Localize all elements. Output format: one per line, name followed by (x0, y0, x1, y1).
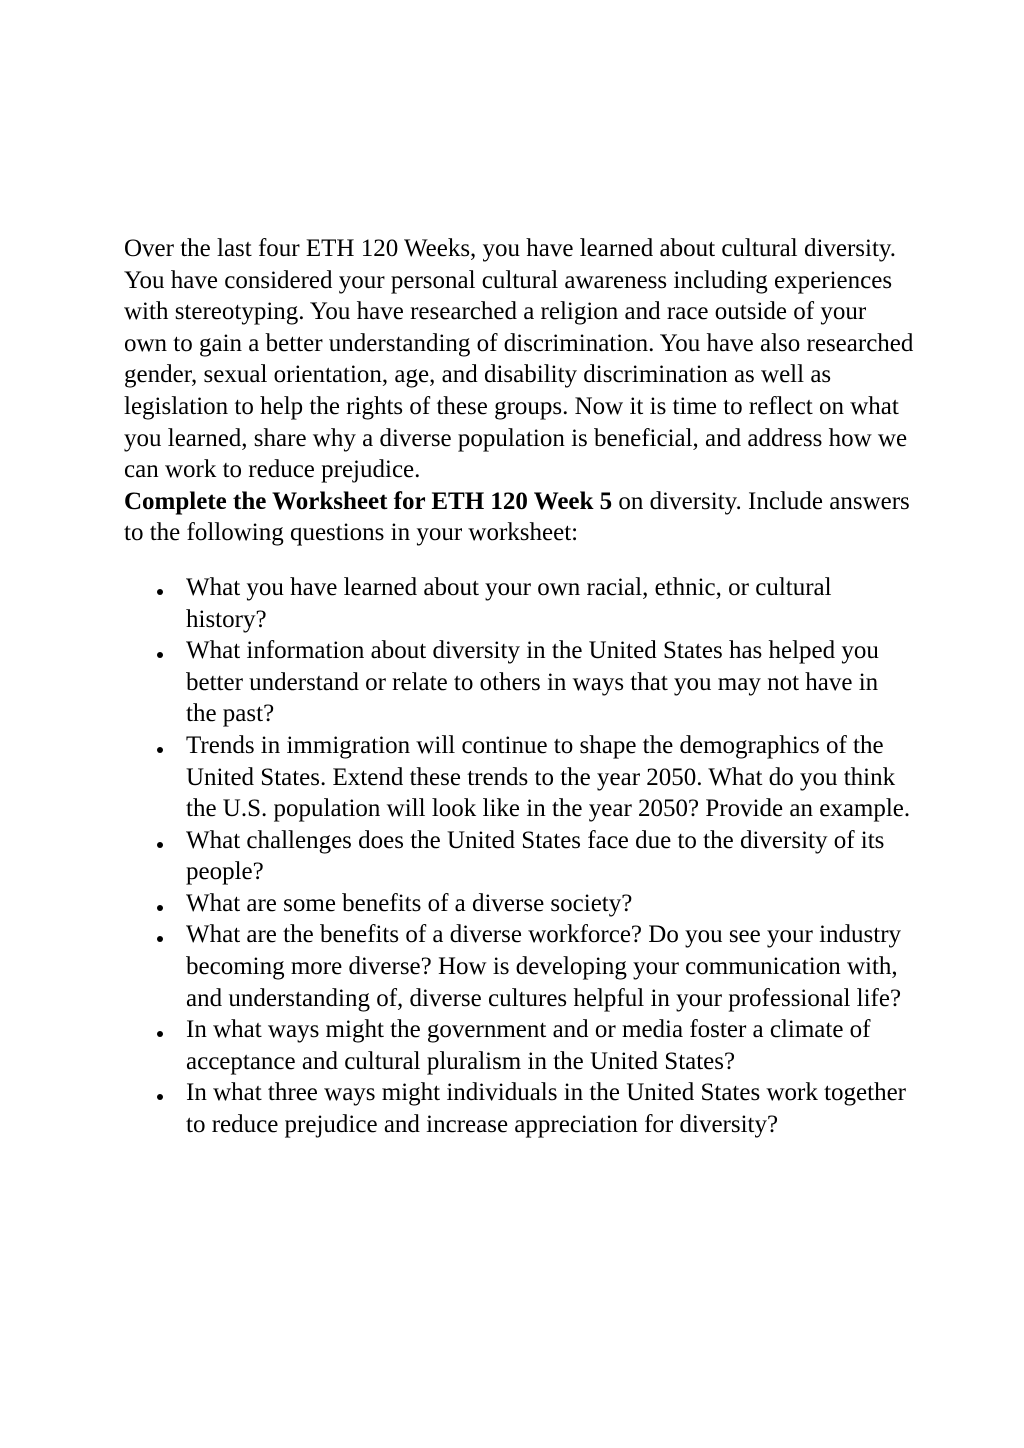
question-text: In what three ways might individuals in the United States work together to reduce prejudice and increase appreciation for diversity? (186, 1079, 906, 1139)
bullet-icon (155, 635, 175, 667)
bullet-icon (155, 919, 175, 951)
question-item (124, 1014, 914, 1077)
question-item (124, 825, 914, 888)
instruction-paragraph (124, 486, 914, 549)
question-item (124, 572, 914, 635)
intro-paragraph: Over the last four ETH 120 Weeks, you have learned about cultural diversity. You have considered your personal cultural awareness including experiences with stereotyping. You have researched a religion and race outside of your own to gain a better understanding of discrimination. You have also researched gender, sexual orientation, age, and disability discrimination as well as legislation to help the rights of these groups. Now it is time to reflect on what you learned, share why a diverse population is beneficial, and address how we can work to reduce prejudice. (124, 235, 914, 484)
question-text: Trends in immigration will continue to shape the demographics of the United States. Extend these trends to the year 2050. What do you think the U.S. population will look like in the year 2050? Provide an example. (186, 731, 911, 823)
question-text: What challenges does the United States face due to the diversity of its people? (186, 826, 885, 886)
bullet-icon (155, 1077, 175, 1109)
question-text: What are the benefits of a diverse workforce? Do you see your industry becoming more diverse? How is developing your communication with, and understanding of, diverse cultures helpful in your professional life? (186, 921, 902, 1012)
question-item (124, 888, 914, 920)
bullet-icon (155, 730, 175, 762)
question-item (124, 1077, 914, 1140)
bullet-icon (155, 572, 175, 604)
question-item (124, 730, 914, 825)
document-body (124, 233, 914, 1141)
bullet-icon (155, 825, 175, 857)
question-item (124, 635, 914, 730)
question-list (124, 572, 914, 1141)
question-text: What information about diversity in the United States has helped you better understand or relate to others in ways that you may not have in the past? (186, 637, 879, 728)
question-text: What are some benefits of a diverse society? (186, 889, 633, 917)
instruction-text: on diversity. Include answers to the following questions in your worksheet: (124, 487, 910, 547)
bullet-icon (155, 888, 175, 920)
question-item (124, 919, 914, 1014)
instruction-bold-text: Complete the Worksheet for ETH 120 Week 5 (124, 487, 613, 515)
bullet-icon (155, 1014, 175, 1046)
question-text: What you have learned about your own racial, ethnic, or cultural history? (186, 573, 832, 633)
question-text: In what ways might the government and or media foster a climate of acceptance and cultural pluralism in the United States? (186, 1016, 871, 1075)
